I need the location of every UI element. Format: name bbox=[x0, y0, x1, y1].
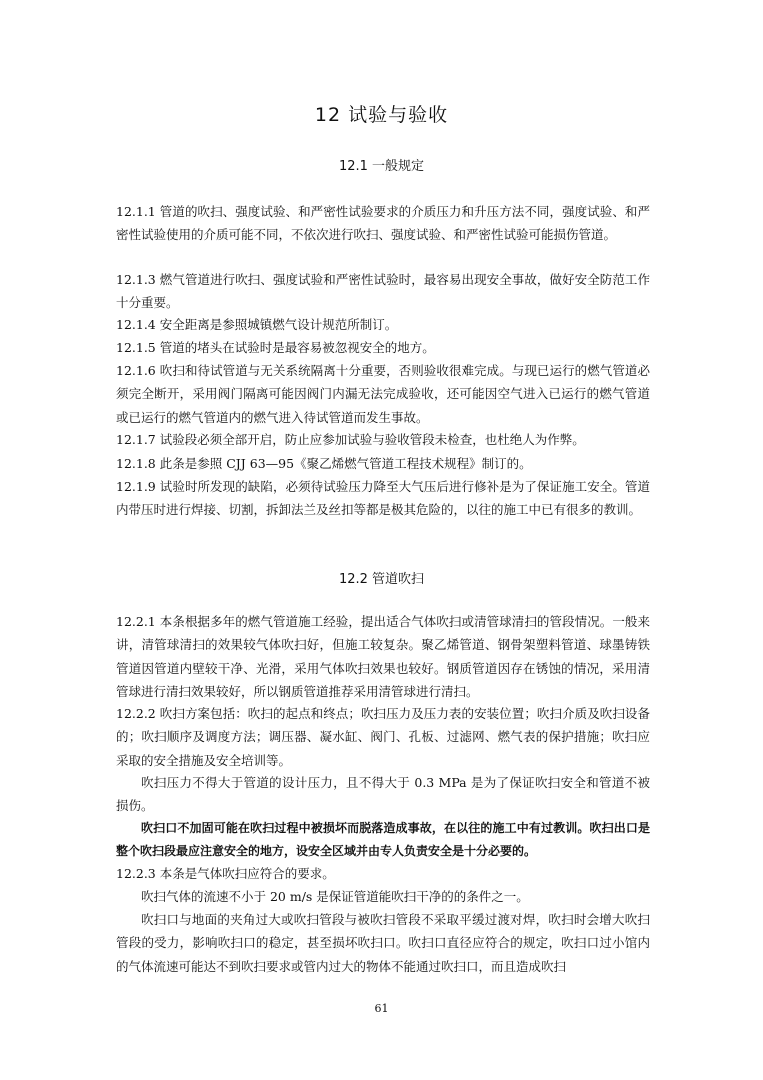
paragraph-12-1-1: 12.1.1 管道的吹扫、强度试验、和严密性试验要求的介质压力和升压方法不同，强度试验、和严密性试验使用的介质可能不同，不依次进行吹扫、强度试验、和严密性试验可能损伤管道。 bbox=[116, 204, 650, 243]
paragraph-blow-outlet-safety: 吹扫口不加固可能在吹扫过程中被损坏而脱落造成事故，在以往的施工中有过教训。吹扫出口是整个吹扫段最应注意安全的地方，设安全区域并由专人负责安全是十分必要的。 bbox=[116, 821, 650, 859]
paragraph-12-1-6: 12.1.6 吹扫和待试管道与无关系统隔离十分重要，否则验收很难完成。与现已运行的燃气管道必须完全断开，采用阀门隔离可能因阀门内漏无法完成验收，还可能因空气进入已运行的燃气管道或已运行的燃气管道内的燃气进入待试管道而发生事故。 bbox=[116, 363, 650, 425]
paragraph-12-1-3: 12.1.3 燃气管道进行吹扫、强度试验和严密性试验时，最容易出现安全事故，做好安全防范工作十分重要。 bbox=[116, 272, 650, 311]
paragraph-12-1-8: 12.1.8 此条是参照 CJJ 63—95《聚乙烯燃气管道工程技术规程》制订的。 bbox=[116, 456, 532, 471]
paragraph-blow-pressure: 吹扫压力不得大于管道的设计压力，且不得大于 0.3 MPa 是为了保证吹扫安全和管道不被损伤。 bbox=[116, 775, 650, 814]
paragraph-12-1-7: 12.1.7 试验段必须全部开启，防止应参加试验与验收管段未检查，也杜绝人为作弊。 bbox=[116, 432, 585, 447]
chapter-title: 12 试验与验收 bbox=[314, 104, 449, 126]
page-number: 61 bbox=[374, 1002, 389, 1015]
paragraph-12-2-3: 12.2.3 本条是气体吹扫应符合的要求。 bbox=[116, 866, 335, 881]
paragraph-12-1-5: 12.1.5 管道的堵头在试验时是最容易被忽视安全的地方。 bbox=[116, 340, 435, 355]
section-title-12-2: 12.2 管道吹扫 bbox=[338, 572, 425, 587]
paragraph-blow-outlet-angle: 吹扫口与地面的夹角过大或吹扫管段与被吹扫管段不采取平缓过渡对焊，吹扫时会增大吹扫管段的受力，影响吹扫口的稳定，甚至损坏吹扫口。吹扫口直径应符合的规定，吹扫口过小馆内的气体流速可能达不到吹扫要求或管内过大的物体不能通过吹扫口，而且造成吹扫 bbox=[116, 912, 650, 974]
paragraph-gas-flow-speed: 吹扫气体的流速不小于 20 m/s 是保证管道能吹扫干净的的条件之一。 bbox=[141, 889, 529, 904]
paragraph-12-2-1: 12.2.1 本条根据多年的燃气管道施工经验，提出适合气体吹扫或清管球清扫的管段情况。一般来讲，清管球清扫的效果较气体吹扫好，但施工较复杂。聚乙烯管道、钢骨架塑料管道、球墨铸铁管道因管道内壁较干净、光滑，采用气体吹扫效果也较好。钢质管道因存在锈蚀的情况，采用清管球进行清扫效果较好，所以钢质管道推荐采用清管球进行清扫。 bbox=[116, 614, 650, 700]
paragraph-12-1-4: 12.1.4 安全距离是参照城镇燃气设计规范所制订。 bbox=[116, 317, 398, 332]
paragraph-12-1-9: 12.1.9 试验时所发现的缺陷，必须待试验压力降至大气压后进行修补是为了保证施工安全。管道内带压时进行焊接、切割，拆卸法兰及丝扣等都是极其危险的，以往的施工中已有很多的教训。 bbox=[116, 479, 650, 518]
section-title-12-1: 12.1 一般规定 bbox=[338, 159, 425, 174]
paragraph-12-2-2: 12.2.2 吹扫方案包括：吹扫的起点和终点；吹扫压力及压力表的安装位置；吹扫介质及吹扫设备的；吹扫顺序及调度方法；调压器、凝水缸、阀门、孔板、过滤网、燃气表的保护措施；吹扫应采取的安全措施及安全培训等。 bbox=[116, 706, 650, 768]
